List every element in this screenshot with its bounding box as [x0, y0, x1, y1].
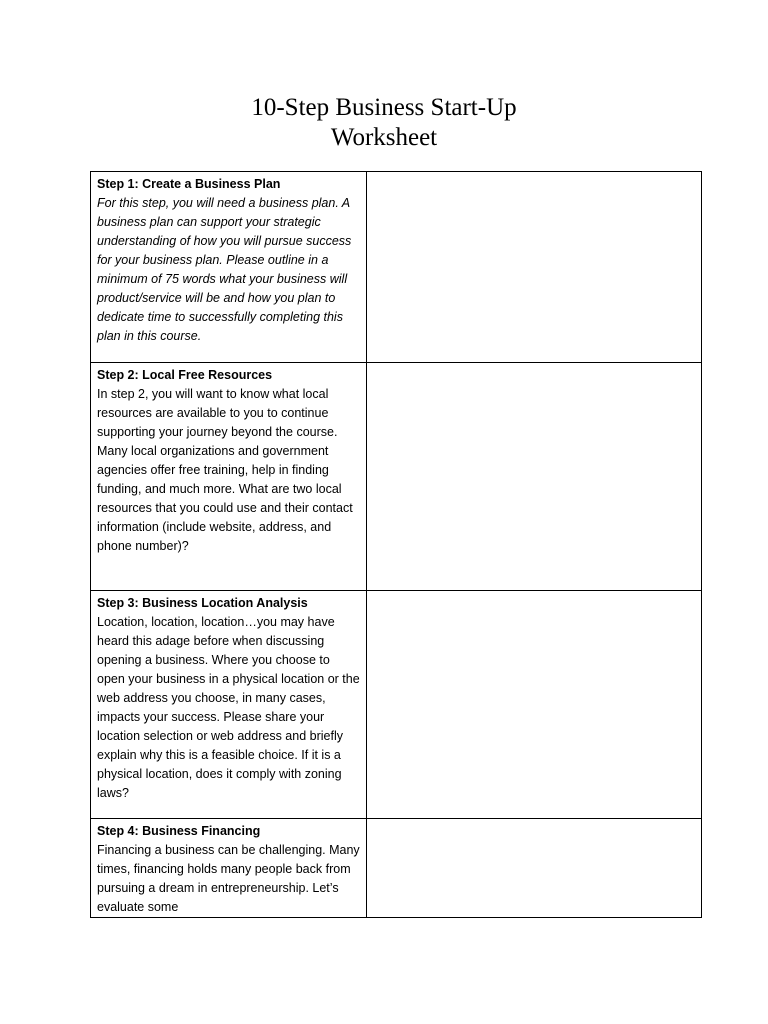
table-row-step-3	[91, 591, 702, 819]
table-row-step-4	[91, 819, 702, 918]
step-1-title: Step 1: Create a Business Plan	[97, 177, 281, 191]
title-line-1: 10-Step Business Start-Up	[251, 94, 517, 121]
step-4-instructions: Financing a business can be challenging. Many times, financing holds many people back from pursuing a dream in entrepreneurship. Let’s evaluate some	[97, 843, 360, 914]
step-4-title: Step 4: Business Financing	[97, 824, 261, 838]
step-3-answer-cell[interactable]	[367, 591, 702, 819]
step-4-answer-cell[interactable]	[367, 819, 702, 918]
step-3-title: Step 3: Business Location Analysis	[97, 596, 308, 610]
worksheet-table	[90, 171, 702, 918]
step-2-title: Step 2: Local Free Resources	[97, 368, 273, 382]
step-1-answer-cell[interactable]	[367, 172, 702, 363]
step-1-instructions: For this step, you will need a business plan. A business plan can support your strategic understanding of how you will pursue success for your business plan. Please outline in a minimum of 75 words what your business will product/service will be and how you plan to dedicate time to successfully completing this plan in this course.	[97, 196, 352, 343]
step-2-prompt-cell	[91, 363, 367, 591]
worksheet-title	[0, 93, 768, 153]
step-4-prompt-cell	[91, 819, 367, 918]
table-row-step-1	[91, 172, 702, 363]
step-1-prompt-cell	[91, 172, 367, 363]
step-3-instructions: Location, location, location…you may have heard this adage before when discussing opening a business. Where you choose to open your business in a physical location or the web address you choose, in many cases, impacts your success. Please share your location selection or web address and briefly explain why this is a feasible choice. If it is a physical location, does it comply with zoning laws?	[97, 615, 360, 800]
title-line-2: Worksheet	[330, 124, 438, 151]
step-2-answer-cell[interactable]	[367, 363, 702, 591]
step-2-instructions: In step 2, you will want to know what local resources are available to you to continue supporting your journey beyond the course. Many local organizations and government agencies offer free training, help in finding funding, and much more. What are two local resources that you could use and their contact information (include website, address, and phone number)?	[97, 387, 353, 553]
step-3-prompt-cell	[91, 591, 367, 819]
table-row-step-2	[91, 363, 702, 591]
